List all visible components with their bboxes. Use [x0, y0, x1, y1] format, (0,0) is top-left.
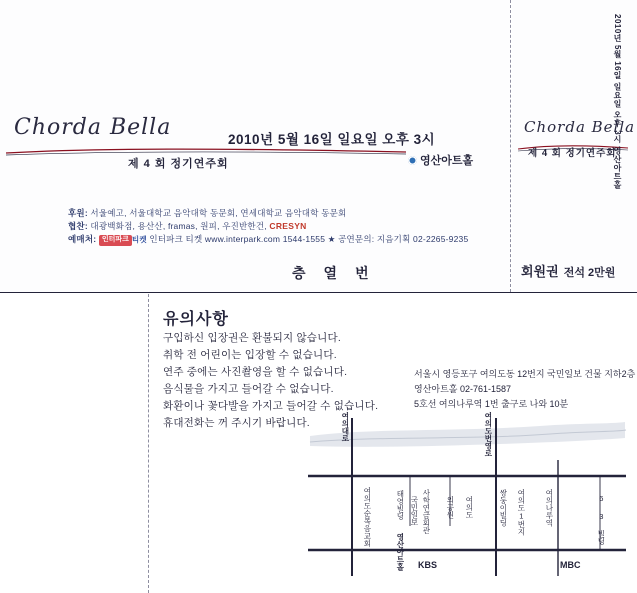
sponsor-label-3: 예매처:	[68, 234, 97, 245]
stub-price: 전석 2만원	[563, 267, 616, 279]
perforation-vertical-lower	[148, 294, 149, 593]
notice-title: 유의사항	[163, 311, 229, 328]
address-line: 서울시 영등포구 여의도동 12번지 국민일보 건물 지하2층	[414, 369, 636, 379]
interpark-badge-tail: 티켓	[131, 235, 147, 245]
map-label-kbs: KBS	[418, 560, 438, 570]
notice-item: 음식물을 가지고 들어갈 수 없습니다.	[163, 383, 334, 395]
notice-item: 취학 전 어린이는 입장할 수 없습니다.	[163, 349, 337, 361]
map-label-road-2: 여의도번영로	[483, 412, 493, 457]
stub-brand-logo: Chorda Bella	[524, 118, 636, 136]
sponsor-line-3	[68, 233, 488, 246]
sponsor-text-1: 서울예고, 서울대학교 음악대학 동문회, 연세대학교 음악대학 동문회	[90, 208, 347, 218]
brand-logo: Chorda Bella	[14, 115, 172, 140]
stub-ticket-type-row	[521, 261, 615, 280]
concert-datetime: 2010년 5월 16일 일요일 오후 3시	[228, 132, 436, 147]
sponsor-block	[68, 207, 488, 247]
map-label-yeouido: 여의도	[464, 496, 474, 519]
venue-address-block	[414, 367, 635, 412]
sponsor-text-3: 인터파크 티켓 www.interpark.com 1544-1555 ★ 공연문의: 지음기획 02-2265-9235	[149, 234, 469, 245]
sponsor-label-2: 협찬:	[68, 221, 88, 232]
seat-header-floor: 층	[292, 265, 324, 281]
map-label-pension-hall: 사학연금회관	[421, 489, 431, 534]
notice-item: 연주 중에는 사진촬영을 할 수 없습니다.	[163, 366, 348, 378]
ticket-bottom-divider	[0, 292, 637, 293]
cresyn-logo-text: CRESYN	[269, 221, 307, 232]
sponsor-label-1: 후원:	[68, 208, 88, 218]
venue-name: 영산아트홀	[420, 155, 474, 167]
stub-ticket-type: 회원권	[521, 264, 559, 279]
seat-header-row-label: 열	[323, 265, 356, 281]
concert-title: 제 4 회 정기연주회	[128, 158, 229, 170]
map-label-mbc: MBC	[560, 560, 581, 570]
seat-header-number: 번	[355, 265, 387, 281]
stub-vertical-datetime: 2010년 5월 16일 일요일 오후 3시 영산아트홀	[613, 14, 622, 189]
map-label-road-1: 여의대로	[340, 412, 350, 442]
venue-row	[408, 152, 473, 168]
map-label-twin-towers: 쌍둥이빌딩	[498, 489, 508, 527]
sponsor-text-2: 대광백화점, 용산산, framas, 원피, 우진반한건,	[90, 221, 267, 232]
address-line: 영산아트홀 02-761-1587	[414, 383, 512, 394]
notice-item: 휴대전화는 꺼 주시기 바랍니다.	[163, 417, 310, 429]
map-label-park: 의공원	[445, 496, 455, 519]
perforation-vertical	[510, 0, 511, 292]
interpark-badge: 인터파크	[99, 235, 132, 246]
map-label-63-building: 6 3 빌딩	[596, 494, 606, 545]
map-label-yeouido-1: 여의도1번지	[516, 489, 526, 536]
address-line: 5호선 여의나루역 1번 출구로 나와 10분	[414, 398, 569, 409]
map-label-youngsan-art-hall: 영산아트홀	[395, 533, 405, 571]
map-label-kukmin: 국민일보	[409, 496, 419, 526]
map-label-yeouinaru-station: 여의나루역	[544, 489, 554, 527]
notice-item: 구입하신 입장권은 환불되지 않습니다.	[163, 332, 341, 344]
map-label-taeyoung: 태영빌딩	[395, 490, 405, 520]
map-label-church: 여의도순복음교회	[362, 487, 372, 547]
notice-item: 화환이나 꽃다발을 가지고 들어갈 수 없습니다.	[163, 400, 379, 412]
sponsor-line-2	[68, 220, 488, 233]
stub-vertical-datetime-wrap	[612, 14, 628, 189]
location-pin-icon	[408, 156, 417, 165]
seat-header-row	[292, 263, 387, 283]
stub-concert-title: 제 4 회 정기연주회	[528, 148, 617, 159]
sponsor-line-1	[68, 207, 488, 220]
